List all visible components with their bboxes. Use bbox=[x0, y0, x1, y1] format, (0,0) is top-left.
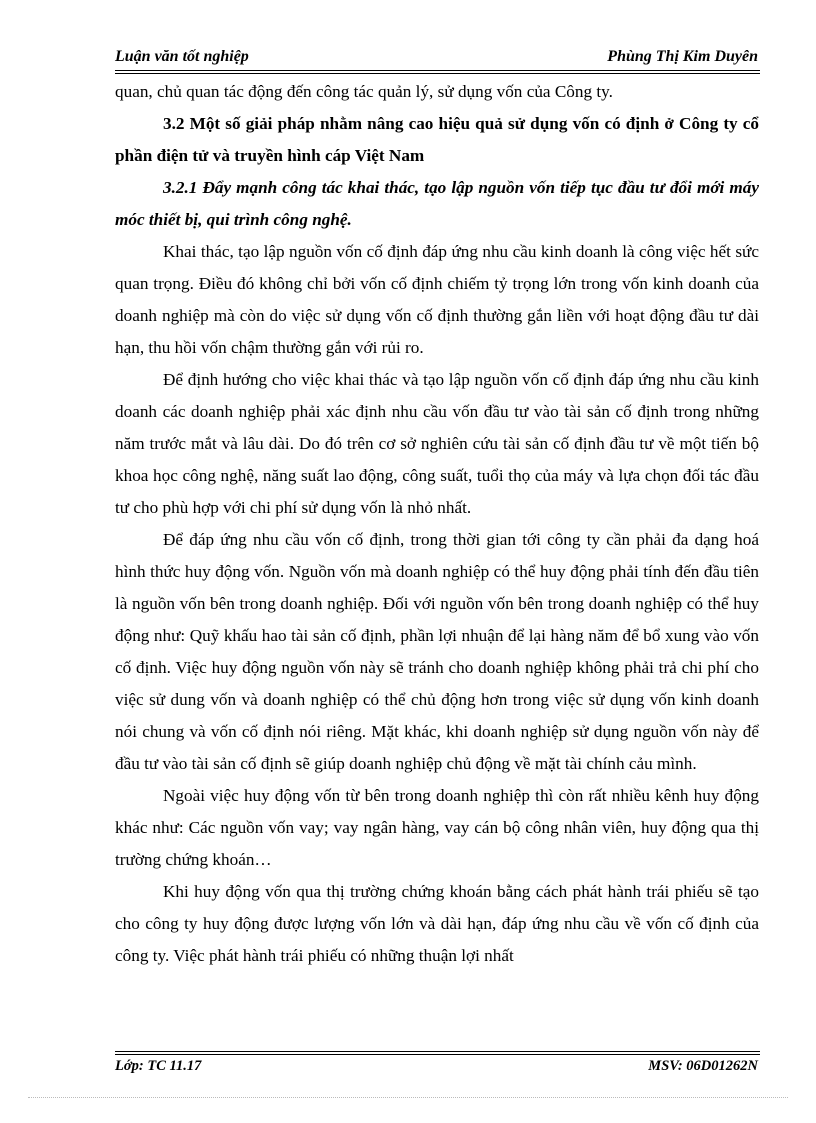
paragraph-continuation: quan, chủ quan tác động đến công tác quản lý, sử dụng vốn của Công ty. bbox=[115, 82, 613, 101]
header-author-name: Phùng Thị Kim Duyên bbox=[607, 48, 758, 65]
section-heading-3-2-1: 3.2.1 Đẩy mạnh công tác khai thác, tạo lập nguồn vốn tiếp tục đầu tư đổi mới máy móc thiết bị, qui trình công nghệ. bbox=[115, 178, 759, 229]
header-rule bbox=[115, 70, 760, 74]
header-thesis-label: Luận văn tốt nghiệp bbox=[115, 48, 249, 65]
paragraph-1: Khai thác, tạo lập nguồn vốn cố định đáp ứng nhu cầu kinh doanh là công việc hết sức quan trọng. Điều đó không chỉ bởi vốn cố định chiếm tỷ trọng lớn trong vốn kinh doanh của doanh nghiệp mà còn do việc sử dụng vốn cố định thường gắn liền với hoạt động đầu tư dài hạn, thu hồi vốn chậm thường gắn với rủi ro. bbox=[115, 242, 759, 357]
section-heading-3-2: 3.2 Một số giải pháp nhằm nâng cao hiệu quả sử dụng vốn có định ở Công ty cổ phần điện tử và truyền hình cáp Việt Nam bbox=[115, 114, 759, 165]
page-break-divider bbox=[28, 1097, 788, 1098]
paragraph-2: Để định hướng cho việc khai thác và tạo lập nguồn vốn cố định đáp ứng nhu cầu kinh doanh các doanh nghiệp phải xác định nhu cầu vốn đầu tư vào tài sản cố định trong những năm trước mắt và lâu dài. Do đó trên cơ sở nghiên cứu tài sản cố định đầu tư về một tiến bộ khoa học công nghệ, năng suất lao động, công suất, tuổi thọ của máy và lựa chọn đối tác đầu tư cho phù hợp với chi phí sử dụng vốn là nhỏ nhất. bbox=[115, 370, 759, 517]
footer-rule bbox=[115, 1051, 760, 1055]
page-header bbox=[115, 48, 758, 70]
footer-class-label: Lớp: TC 11.17 bbox=[115, 1058, 202, 1074]
footer-student-id: MSV: 06D01262N bbox=[648, 1058, 758, 1074]
page-footer bbox=[115, 1058, 758, 1080]
paragraph-4: Ngoài việc huy động vốn từ bên trong doanh nghiệp thì còn rất nhiều kênh huy động khác như: Các nguồn vốn vay; vay ngân hàng, vay cán bộ công nhân viên, huy động qua thị trường chứng khoán… bbox=[115, 786, 759, 869]
body-text bbox=[115, 76, 759, 972]
paragraph-5: Khi huy động vốn qua thị trường chứng khoán bằng cách phát hành trái phiếu sẽ tạo cho công ty huy động được lượng vốn lớn và dài hạn, đáp ứng nhu cầu về vốn cố định của công ty. Việc phát hành trái phiếu có những thuận lợi nhất bbox=[115, 882, 759, 965]
paragraph-3: Để đáp ứng nhu cầu vốn cố định, trong thời gian tới công ty cần phải đa dạng hoá hình thức huy động vốn. Nguồn vốn mà doanh nghiệp có thể huy động phải tính đến đầu tiên là nguồn vốn bên trong doanh nghiệp. Đối với nguồn vốn bên trong doanh nghiệp có thể huy động như: Quỹ khấu hao tài sản cố định, phần lợi nhuận để lại hàng năm để bổ xung vào vốn cố định. Việc huy động nguồn vốn này sẽ tránh cho doanh nghiệp không phải trả chi phí cho việc sử dung vốn và doanh nghiệp có thể chủ động hơn trong việc sử dụng vốn kinh doanh nói chung và vốn cố định nói riêng. Mặt khác, khi doanh nghiệp sử dụng nguồn vốn này để đầu tư vào tài sản cố định sẽ giúp doanh nghiệp chủ động về mặt tài chính cảu mình. bbox=[115, 530, 759, 773]
